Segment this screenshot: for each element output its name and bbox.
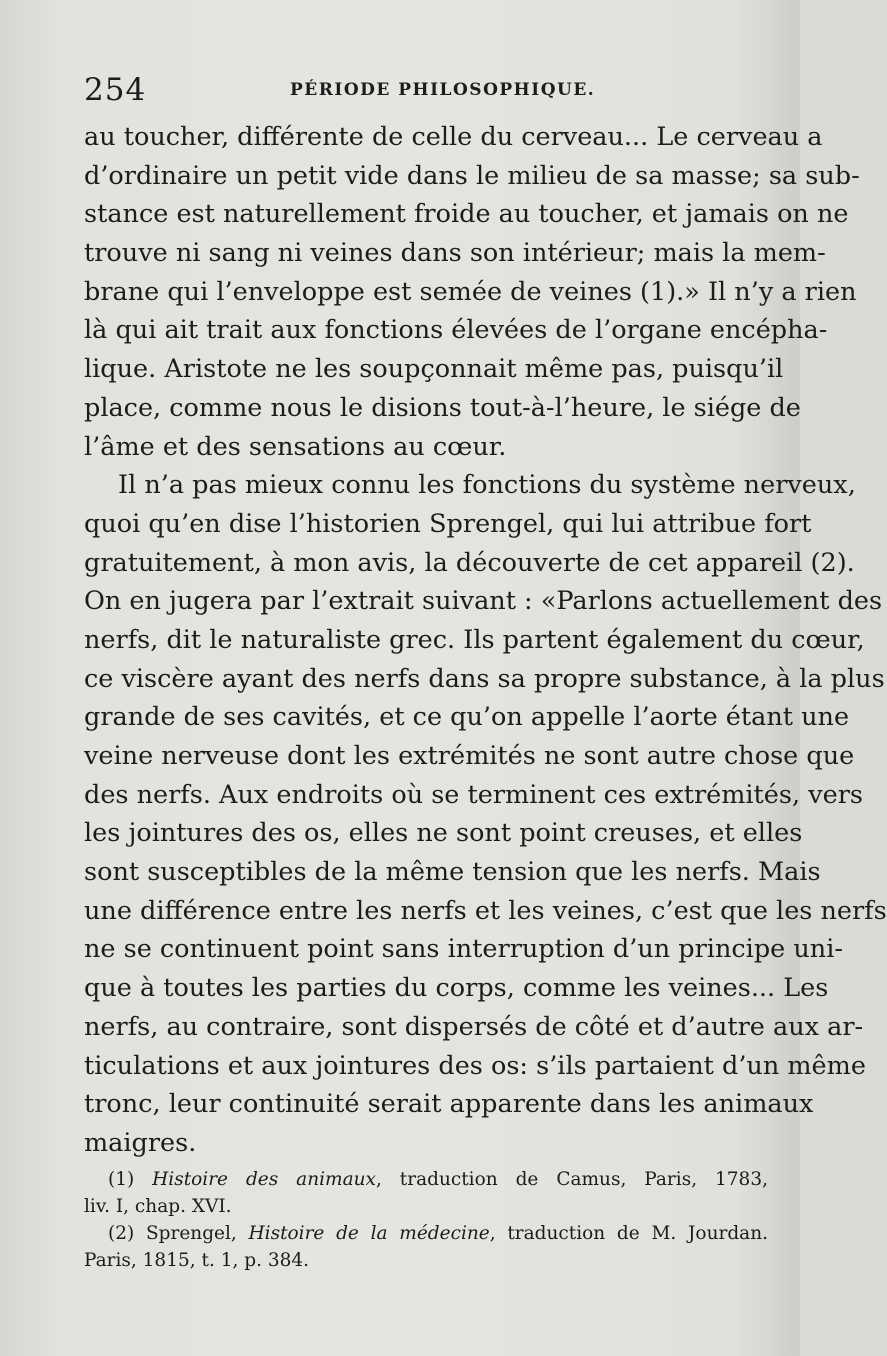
text-line: trouve ni sang ni veines dans son intérieur; mais la mem-: [84, 238, 826, 269]
text-line: On en jugera par l’extrait suivant : «Parlons actuellement des: [84, 586, 883, 617]
footnote-1-rest: , traduction de Camus, Paris, 1783,: [375, 1169, 768, 1190]
footnote-1-title: Histoire des animaux: [152, 1169, 376, 1190]
running-head: PÉRIODE PHILOSOPHIQUE.: [290, 80, 596, 100]
page-number: 254: [84, 72, 147, 108]
footnote-1-continuation: liv. I, chap. XVI.: [84, 1196, 232, 1217]
text-line: des nerfs. Aux endroits où se terminent ces extrémités, vers: [84, 779, 863, 810]
text-line: ne se continuent point sans interruption d’un principe uni-: [84, 934, 843, 965]
text-line: veine nerveuse dont les extrémités ne sont autre chose que: [84, 741, 855, 771]
footnote-2-rest: , traduction de M. Jourdan.: [489, 1223, 768, 1244]
text-line: ce viscère ayant des nerfs dans sa propre substance, à la plus: [84, 663, 885, 694]
text-line: gratuitement, à mon avis, la découverte de cet appareil (2).: [84, 547, 855, 578]
text-line: là qui ait trait aux fonctions élevées de l’organe encépha-: [84, 315, 828, 346]
text-line: brane qui l’enveloppe est semée de veines (1).» Il n’y a rien: [84, 276, 857, 307]
footnote-2-author: Sprengel,: [145, 1223, 249, 1244]
footnote-1-mark: (1): [108, 1169, 135, 1190]
text-line: lique. Aristote ne les soupçonnait même pas, puisqu’il: [84, 354, 784, 385]
text-line: au toucher, différente de celle du cerveau... Le cerveau a: [84, 122, 823, 152]
text-line: grande de ses cavités, et ce qu’on appelle l’aorte étant une: [84, 702, 850, 733]
text-line: sont susceptibles de la même tension que les nerfs. Mais: [84, 857, 821, 888]
footnotes: [84, 1166, 768, 1274]
text-line: stance est naturellement froide au toucher, et jamais on ne: [84, 199, 849, 230]
text-line: place, comme nous le disions tout-à-l’heure, le siége de: [84, 392, 801, 423]
footnote-2-continuation: Paris, 1815, t. 1, p. 384.: [84, 1250, 310, 1271]
footnote-2-mark: (2): [108, 1223, 135, 1244]
page-header: [84, 72, 774, 108]
text-line: les jointures des os, elles ne sont point creuses, et elles: [84, 818, 803, 849]
text-line: que à toutes les parties du corps, comme les veines... Les: [84, 973, 829, 1004]
text-line: une différence entre les nerfs et les veines, c’est que les nerfs: [84, 895, 887, 926]
text-line: ticulations et aux jointures des os: s’ils partaient d’un même: [84, 1050, 866, 1081]
footnote-1: [84, 1166, 768, 1193]
text-line: nerfs, dit le naturaliste grec. Ils partent également du cœur,: [84, 624, 865, 655]
footnote-2-title: Histoire de la médecine: [248, 1223, 490, 1244]
text-line: quoi qu’en dise l’historien Sprengel, qui lui attribue fort: [84, 508, 812, 539]
paragraph-first-line: Il n’a pas mieux connu les fonctions du système nerveux,: [118, 470, 856, 501]
text-line: nerfs, au contraire, sont dispersés de côté et d’autre aux ar-: [84, 1011, 864, 1042]
paragraph-end-line: l’âme et des sensations au cœur.: [84, 431, 507, 462]
text-line: tronc, leur continuité serait apparente dans les animaux: [84, 1089, 814, 1120]
footnote-2: [84, 1220, 768, 1247]
body-text: [84, 118, 887, 1163]
text-line: d’ordinaire un petit vide dans le milieu de sa masse; sa sub-: [84, 160, 860, 191]
paragraph-end-line: maigres.: [84, 1127, 197, 1158]
